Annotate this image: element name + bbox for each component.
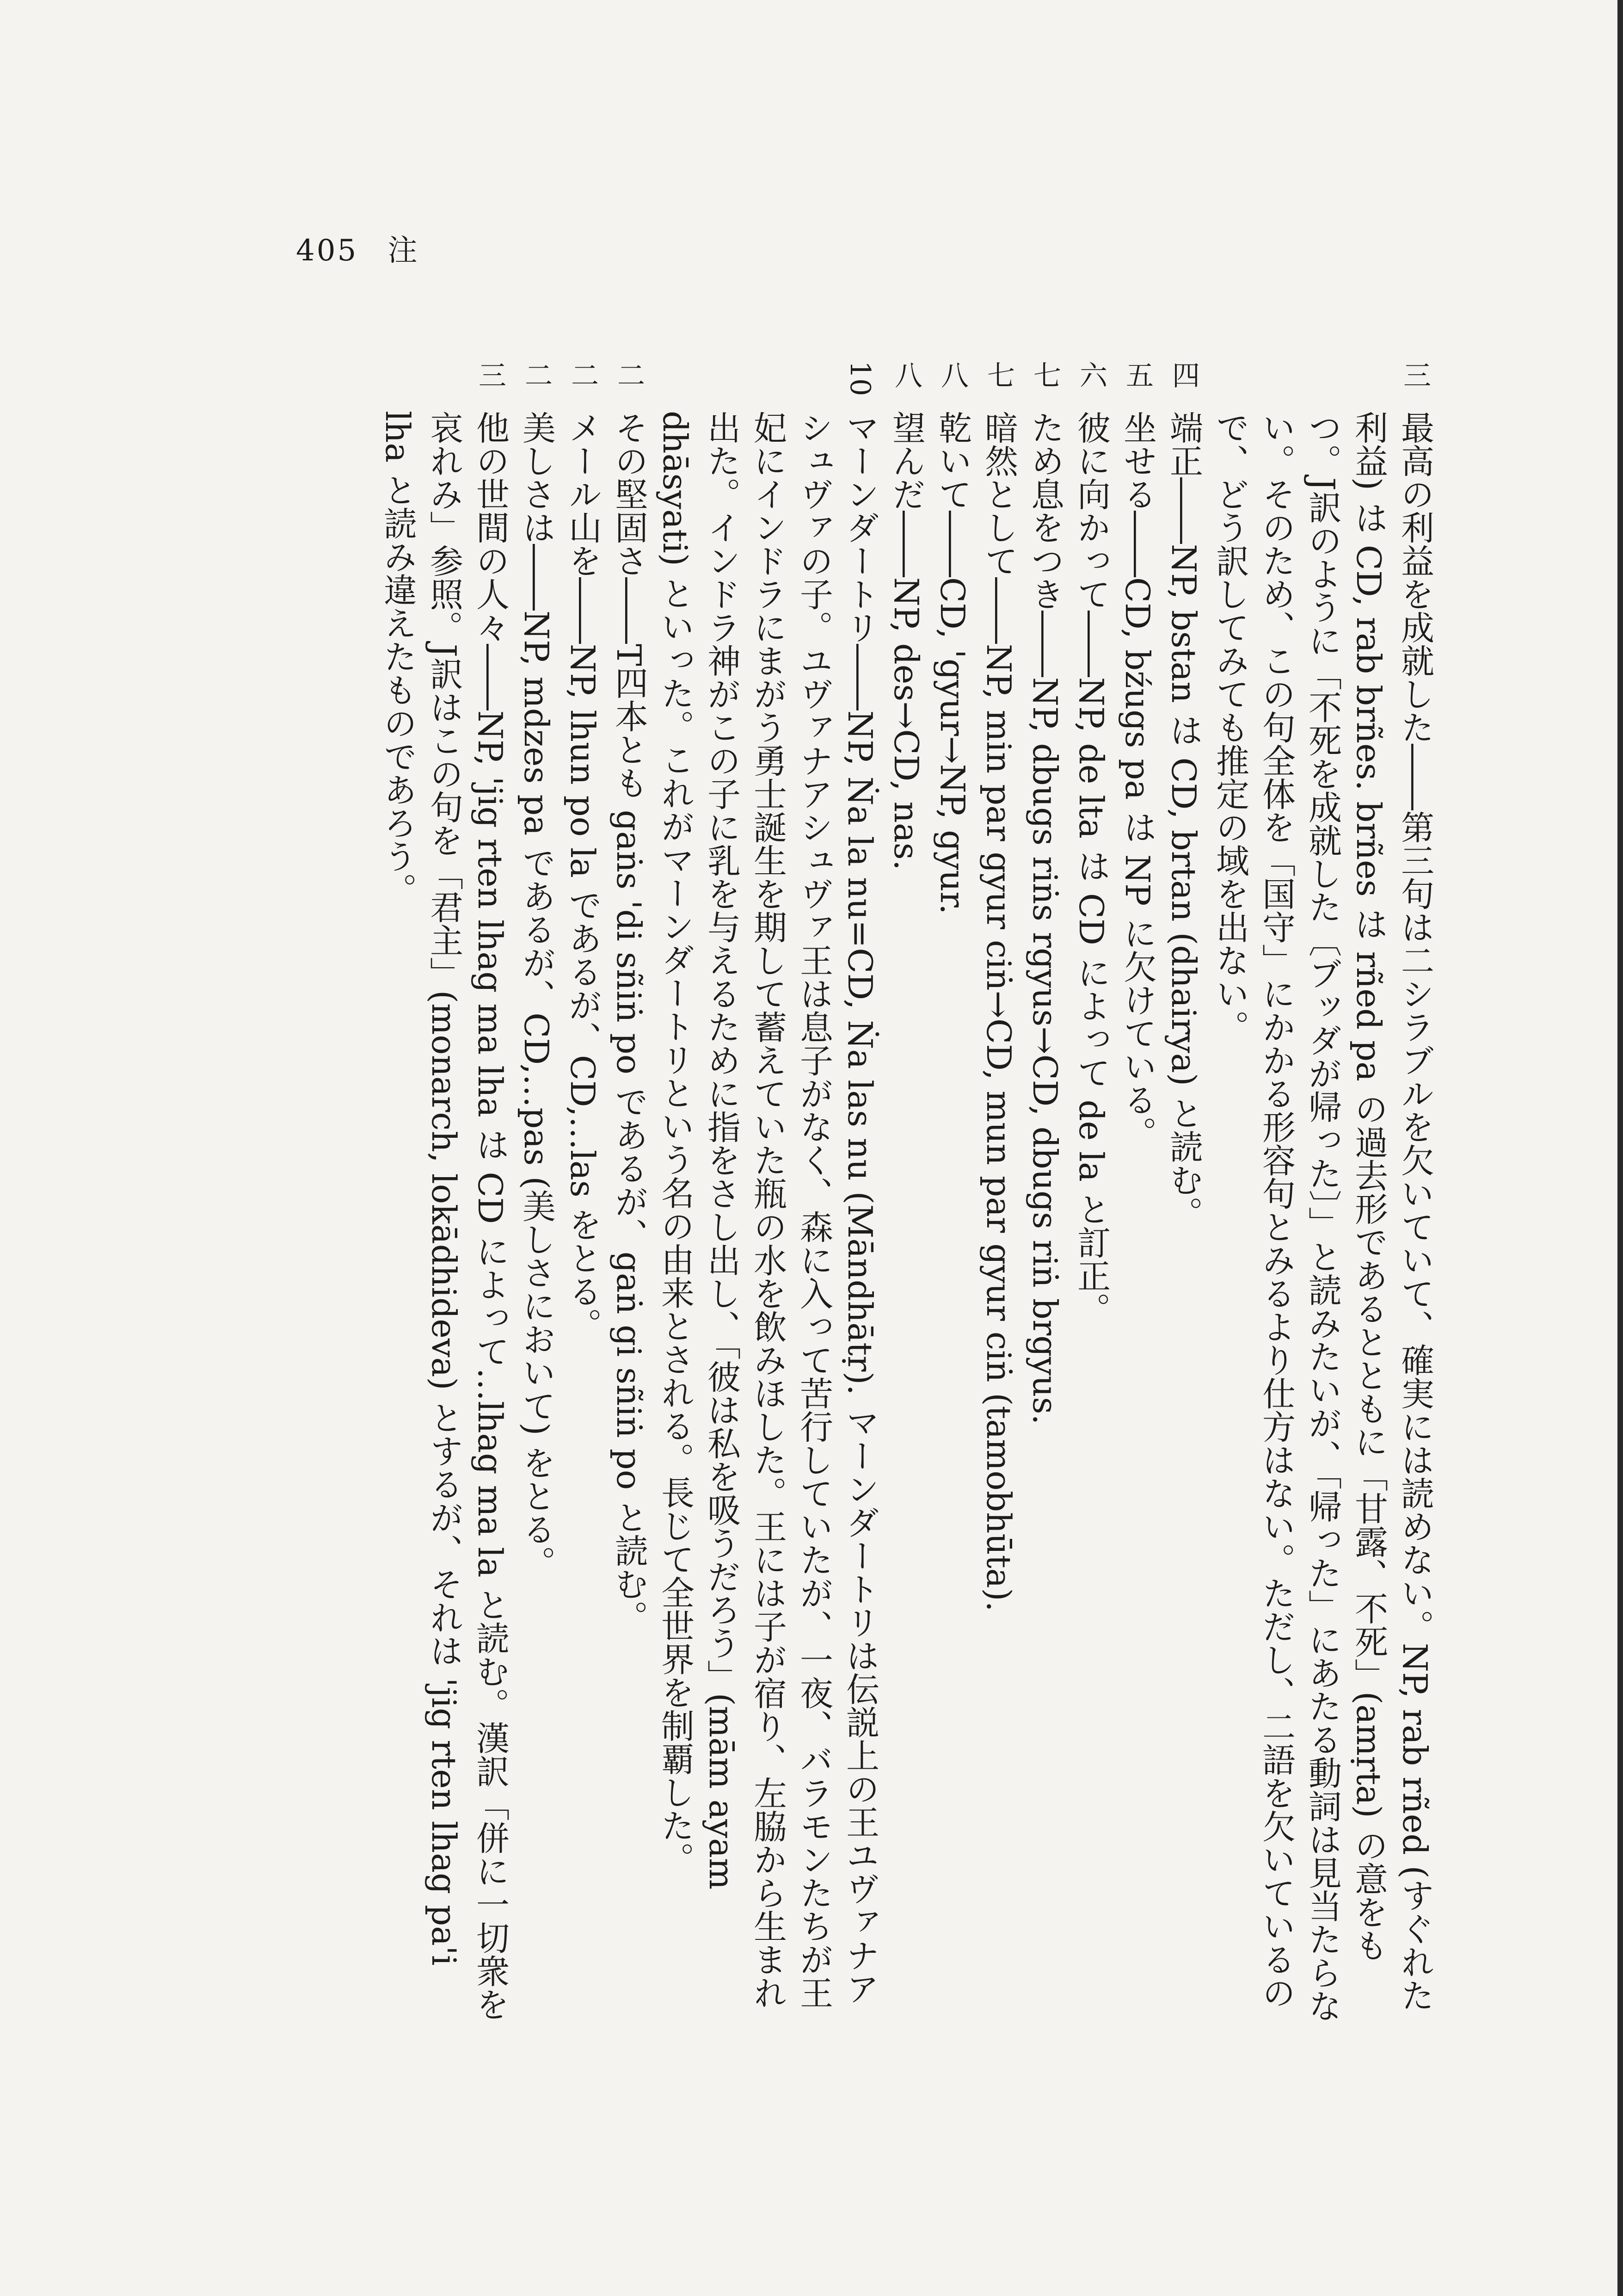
note-number: 二	[613, 361, 645, 389]
note-item	[1161, 361, 1207, 2026]
note-number: 二	[520, 361, 553, 389]
note-item	[513, 361, 559, 2026]
note-number: 三	[474, 361, 506, 389]
note-text: 彼に向かって――NP, de lta は CD によって de la と訂正。	[1072, 411, 1111, 1326]
note-item	[1114, 361, 1161, 2026]
note-item	[976, 361, 1022, 2026]
page-title: 注	[387, 234, 419, 268]
note-text: 他の世間の人々――NP, 'jig rten lhag ma lha は CD によって…lhag ma la と読む。漢訳「併に一切衆を哀れみ」参照。J訳はこの句を「君主」(monarch, lokādhideva) とするが、それは 'jig rten lhag pa'i lha と読み違えたものであろう。	[378, 411, 510, 2021]
page-edge	[1617, 0, 1623, 2296]
note-item	[606, 361, 652, 2026]
note-number: 七	[1029, 361, 1061, 389]
note-text: マーンダートリ――NP, Ṅa la nu=CD, Ṅa las nu (Māndhātṛ). マーンダートリは伝説上の王ユヴァナアシュヴァの子。ユヴァナアシュヴァ王は息子がなく、森に入って苦行していたが、一夜、バラモンたちが王妃にインドラにまがう勇士誕生を期して蓄えていた瓶の水を飲みほした。王には子が宿り、左脇から生まれ出た。インドラ神がこの子に乳を与えるために指をさし出し、「彼は私を吸うだろう」(mām ayam dhāsyati) といった。これがマーンダートリという名の由来とされる。長じて全世界を制覇した。	[656, 411, 879, 2009]
note-number: 10	[844, 361, 876, 396]
note-item	[559, 361, 606, 2026]
note-item	[1207, 361, 1438, 2026]
note-item	[1068, 361, 1114, 2026]
note-item	[652, 361, 883, 2026]
note-text: 最高の利益を成就した――第三句は二シラブルを欠いていて、確実には読めない。NP, rab rñed (すぐれた利益) は CD, rab brñes. brñes は rñed pa の過去形であるとともに「甘露、不死」(amṛta) の意をもつ。J訳のように「不死を成就した〔ブッダが帰った〕」と読みたいが、「帰った」にあたる動詞は見当たらない。そのため、この句全体を「国守」にかかる形容句とみるより仕方はない。ただし、二語を欠いているので、どう訳してみても推定の域を出ない。	[1211, 411, 1434, 2023]
note-text: 坐せる――CD, bźugs pa は NP に欠けている。	[1118, 411, 1157, 1150]
page-header	[296, 227, 419, 269]
note-text: 端正――NP, bstan は CD, brtan (dhairya) と読む。	[1164, 411, 1203, 1230]
note-number: 七	[983, 361, 1015, 389]
note-number: 四	[1168, 361, 1200, 389]
note-text: メール山を――NP, lhun po la であるが、CD,…las をとる。	[563, 411, 602, 1341]
note-number: 五	[1121, 361, 1154, 389]
note-number: 六	[1075, 361, 1107, 389]
note-number: 二	[566, 361, 599, 389]
note-number: 三	[1399, 361, 1431, 389]
note-text: 暗然として――NP, min par gyur ciṅ→CD, mun par gyur ciṅ (tamobhūta).	[979, 411, 1018, 1612]
note-item	[883, 361, 929, 2026]
note-text: ため息をつき――NP, dbugs riṅs rgyus→CD, dbugs riṅ brgyus.	[1026, 411, 1064, 1425]
note-item	[1022, 361, 1068, 2026]
note-item	[929, 361, 976, 2026]
note-text: 望んだ――NP, des→CD, nas.	[887, 411, 926, 870]
page-number: 405	[296, 234, 358, 268]
note-number: 八	[890, 361, 922, 389]
note-item	[375, 361, 513, 2026]
note-text: 美しさは――NP, mdzes pa であるが、CD,…pas (美しさにおいて) をとる。	[517, 411, 556, 1580]
note-number: 八	[936, 361, 969, 389]
note-text: 乾いて――CD, 'gyur→NP, gyur.	[933, 411, 972, 914]
note-text: その堅固さ――T四本とも gaṅs 'di sñiṅ po であるが、gaṅ gi sñiṅ po と読む。	[609, 411, 648, 1634]
notes-body	[259, 361, 1438, 2026]
